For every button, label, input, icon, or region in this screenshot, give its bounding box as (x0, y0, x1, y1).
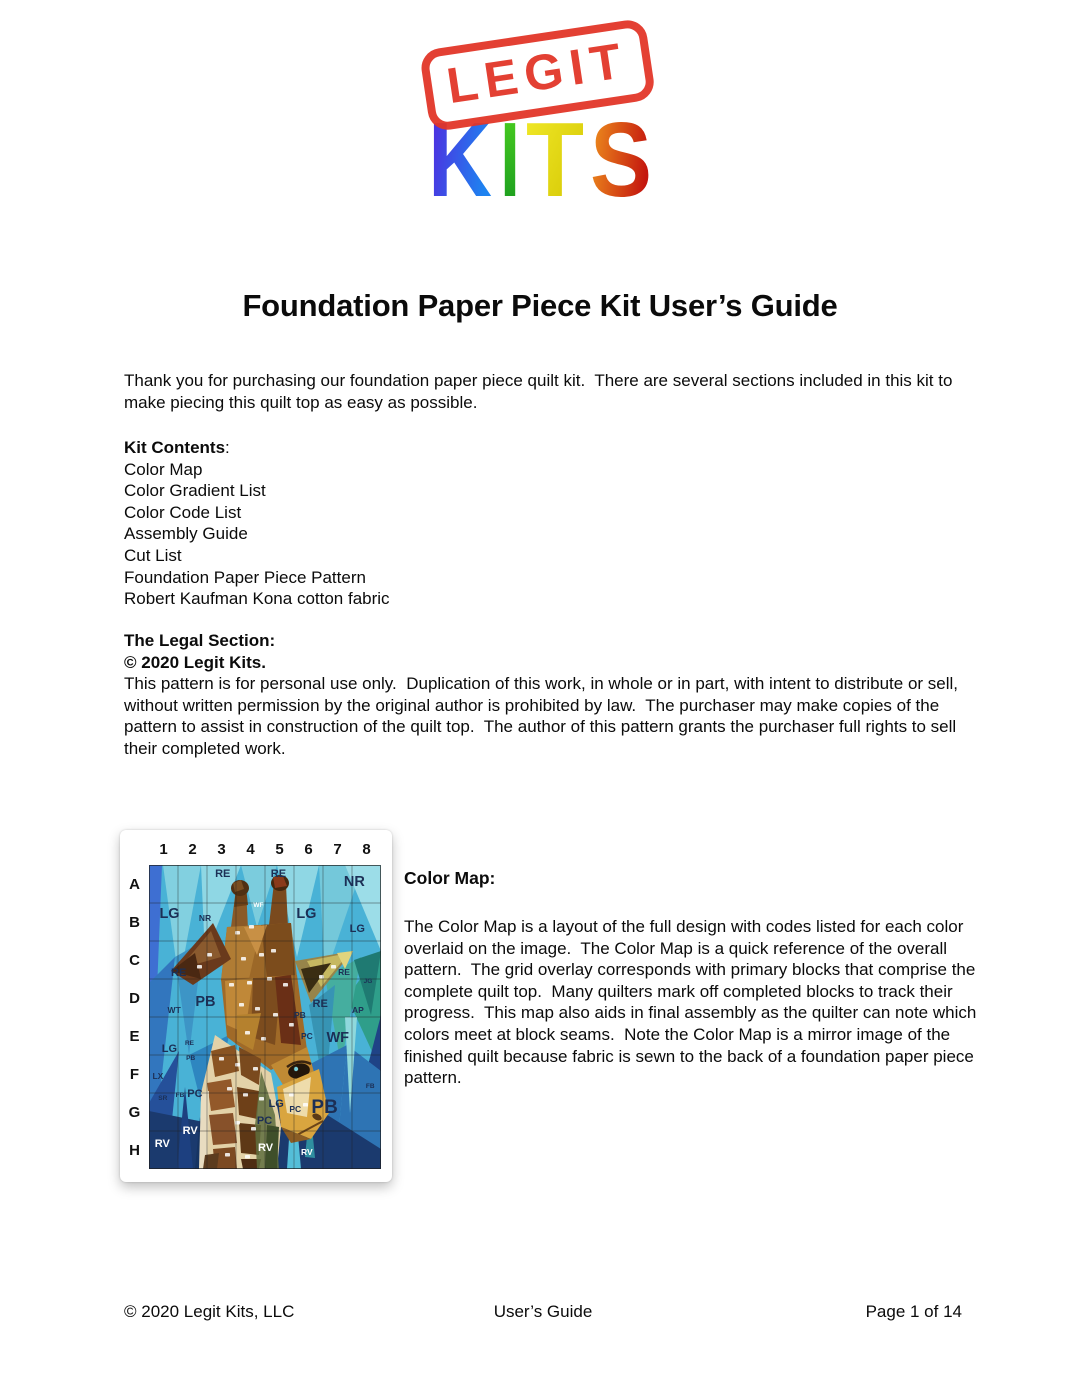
grid-row-header: C (129, 951, 140, 969)
color-code-label: LX (152, 1070, 164, 1081)
footer-doc-title: User’s Guide (493, 1302, 593, 1321)
grid-column-header: 1 (159, 841, 168, 858)
color-code-label: RE (184, 1039, 194, 1047)
intro-paragraph: Thank you for purchasing our foundation paper piece quilt kit. There are several sections included in this kit to make piecing this quilt top as easy as possible. (124, 371, 958, 412)
color-code-label: RV (258, 1142, 274, 1155)
grid-column-headers (149, 841, 381, 858)
color-code-label: PB (186, 1054, 196, 1062)
color-code-label: LG (296, 905, 317, 922)
kits-wordmark (428, 101, 652, 219)
grid-row-headers (120, 865, 149, 1169)
color-code-label: RE (215, 867, 231, 880)
grid-row-header: D (129, 989, 140, 1007)
grid-column-header: 8 (362, 841, 371, 858)
color-code-label: RV (182, 1125, 198, 1138)
color-map-section (404, 868, 982, 1089)
color-code-label: PC (289, 1104, 302, 1115)
color-map-card (120, 830, 392, 1182)
color-code-label: RE (270, 867, 287, 880)
color-code-label: FB (175, 1092, 185, 1099)
grid-row-header: G (128, 1103, 141, 1121)
color-code-label: AP (352, 1005, 364, 1016)
kits-letter: S (590, 101, 652, 219)
color-code-label: LG (159, 905, 180, 922)
kit-contents-item: Cut List (124, 545, 182, 565)
kit-contents-section (124, 437, 390, 610)
logo (0, 31, 1080, 219)
color-code-label: RV (154, 1137, 170, 1150)
color-code-label: WF (326, 1029, 350, 1046)
color-map-paragraph: The Color Map is a layout of the full design with codes listed for each color overlaid on the image. The Color Map is a quick reference of the overall pattern. The grid overlay corresponds with primary blocks that comprise the complete quilt top. Many quilters mark off completed blocks to track their progress. This map also aids in final assembly as the quilter can note which colors meet at block seams. Note the Color Map is a mirror image of the finished quilt because fabric is sewn to the back of a foundation paper piece pattern. (404, 917, 982, 1088)
color-code-label: WT (167, 1004, 181, 1015)
kit-contents-item: Color Code List (124, 502, 242, 522)
color-code-label: JG (363, 978, 373, 985)
footer-copyright: © 2020 Legit Kits, LLC (124, 1302, 295, 1321)
color-code-label: RE (338, 967, 350, 978)
footer-page-number: Page 1 of 14 (865, 1302, 962, 1321)
grid-row-header: H (129, 1141, 140, 1159)
color-code-label: WF (253, 902, 264, 909)
color-code-labels (149, 865, 381, 1169)
grid-column-header: 7 (333, 841, 342, 858)
page-title: Foundation Paper Piece Kit User’s Guide (242, 288, 838, 323)
color-code-label: PB (195, 994, 216, 1011)
kit-contents-list (124, 459, 390, 610)
color-code-label: RV (300, 1147, 313, 1158)
grid-row-header: B (129, 913, 140, 931)
grid-column-header: 3 (217, 841, 226, 858)
kits-letter: T (526, 101, 584, 219)
color-code-label: LG (349, 923, 365, 936)
page-footer (124, 1302, 962, 1324)
color-code-label: RE (171, 966, 187, 979)
grid-column-header: 2 (188, 841, 197, 858)
legal-paragraph: This pattern is for personal use only. Duplication of this work, in whole or in part, with intent to distribute or sell, without written permission by the original author is prohibited by law. The purchaser may make copies of the pattern to assist in construction of the quilt top. The author of this pattern grants the purchaser full rights to sell their completed work. (124, 674, 963, 758)
color-code-label: PB (311, 1096, 338, 1118)
kit-contents-item: Foundation Paper Piece Pattern (124, 567, 366, 587)
color-code-label: PC (300, 1031, 313, 1042)
legit-stamp-text: LEGIT (443, 31, 632, 115)
color-map-heading: Color Map: (404, 868, 496, 888)
grid-column-header: 6 (304, 841, 313, 858)
kits-letter: I (500, 101, 520, 219)
color-code-label: LG (161, 1043, 178, 1056)
grid-row-header: F (129, 1065, 140, 1083)
kit-contents-heading: Kit Contents: (124, 438, 230, 457)
color-code-label: RE (312, 997, 328, 1010)
color-code-label: SR (158, 1095, 168, 1103)
color-code-label: LG (268, 1098, 284, 1111)
grid-row-header: E (129, 1027, 140, 1045)
kit-contents-item: Color Gradient List (124, 481, 266, 501)
color-code-label: NR (343, 873, 365, 890)
copyright-line: © 2020 Legit Kits. (124, 652, 266, 672)
kit-contents-item: Assembly Guide (124, 524, 248, 544)
color-code-label: PC (187, 1088, 203, 1101)
kit-contents-item: Color Map (124, 459, 203, 479)
grid-column-header: 4 (246, 841, 255, 858)
color-code-label: PB (294, 1009, 306, 1020)
color-map-image (149, 865, 381, 1169)
legal-section (124, 630, 972, 760)
kit-contents-item: Robert Kaufman Kona cotton fabric (124, 589, 390, 609)
grid-row-header: A (129, 875, 140, 893)
color-code-label: NR (198, 912, 212, 923)
kits-letter: K (428, 101, 492, 219)
color-code-label: FB (365, 1082, 375, 1090)
legal-heading: The Legal Section: (124, 631, 276, 650)
color-code-label: PC (256, 1114, 273, 1127)
grid-column-header: 5 (275, 841, 284, 858)
